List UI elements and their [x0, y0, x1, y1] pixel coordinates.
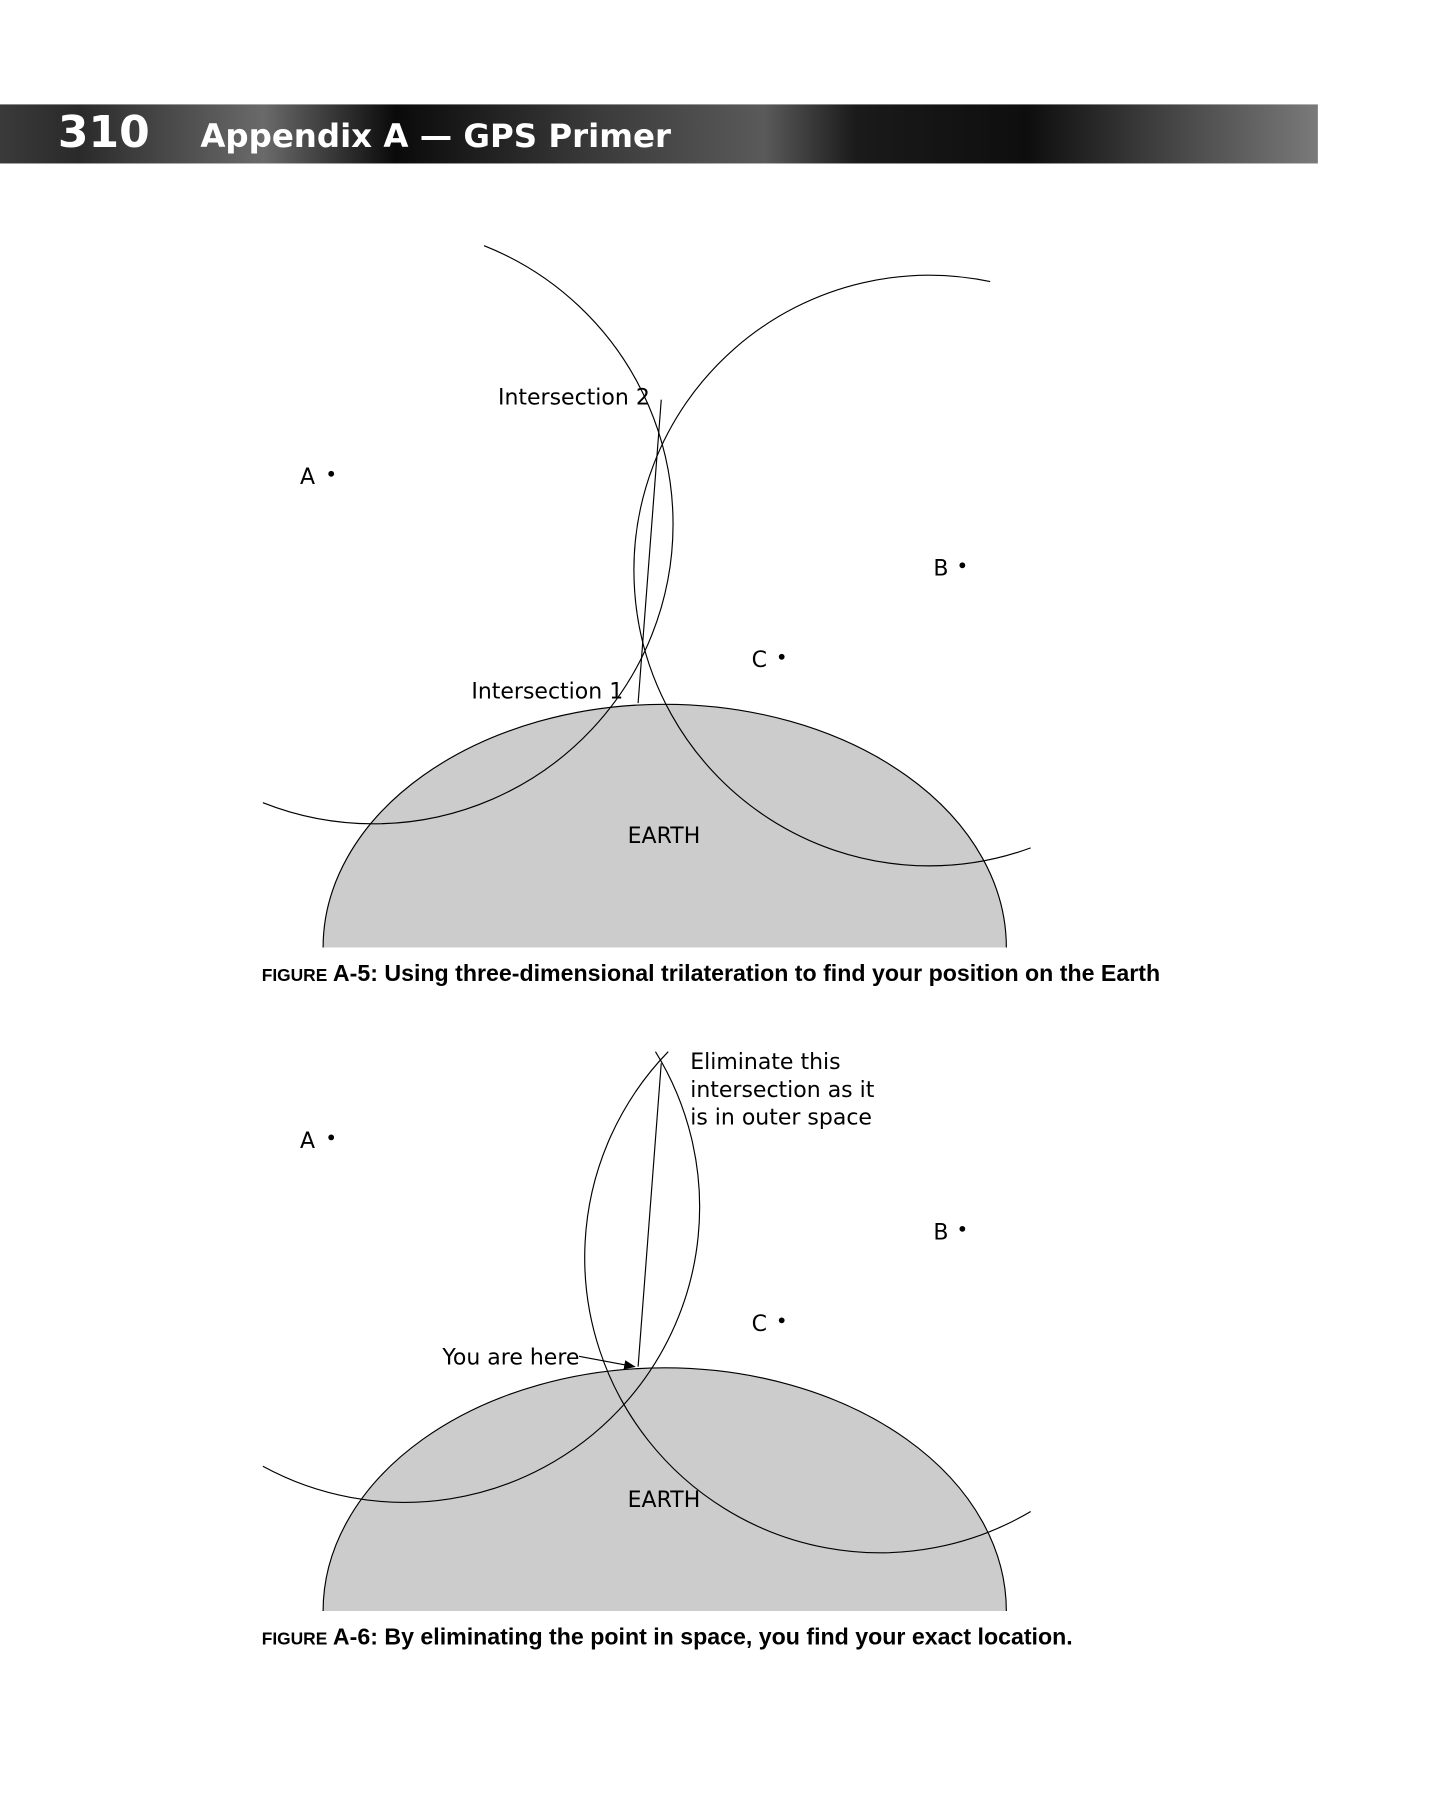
- label-earth: EARTH: [627, 1487, 701, 1513]
- arrow-icon: [579, 1356, 635, 1366]
- figure-a5-caption: Figure A-5: Using three-dimensional trilateration to find your position on the Earth: [261, 960, 1161, 987]
- label-eliminate-3: is in outer space: [690, 1105, 872, 1131]
- label-intersection-1: Intersection 1: [471, 679, 624, 705]
- satellite-a-dot: [328, 1135, 334, 1141]
- satellite-b-dot: [959, 1226, 965, 1232]
- label-satellite-c: C: [751, 648, 767, 674]
- label-satellite-a: A: [299, 1128, 316, 1154]
- label-earth: EARTH: [627, 824, 701, 850]
- label-intersection-2: Intersection 2: [497, 385, 650, 411]
- figure-a6: [262, 1050, 1073, 1650]
- running-header: [0, 104, 1318, 163]
- label-satellite-b: B: [933, 1220, 949, 1246]
- satellite-c-dot: [779, 654, 785, 660]
- satellite-a-dot: [328, 471, 334, 477]
- figure-a6-caption: Figure A-6: By eliminating the point in space, you find your exact location.: [261, 1623, 1073, 1650]
- intersection-line: [638, 400, 661, 703]
- label-eliminate-2: intersection as it: [690, 1077, 875, 1103]
- page-number: 310: [57, 107, 150, 159]
- label-satellite-c: C: [751, 1311, 767, 1337]
- satellite-c-dot: [779, 1317, 785, 1323]
- label-you-are-here: You are here: [442, 1345, 580, 1371]
- label-satellite-b: B: [933, 556, 949, 582]
- satellite-b-dot: [959, 562, 965, 568]
- figure-a5: [262, 246, 1160, 986]
- label-satellite-a: A: [299, 465, 316, 491]
- chapter-title: Appendix A — GPS Primer: [200, 117, 671, 156]
- intersection-line: [638, 1063, 661, 1366]
- label-eliminate-1: Eliminate this: [690, 1050, 841, 1076]
